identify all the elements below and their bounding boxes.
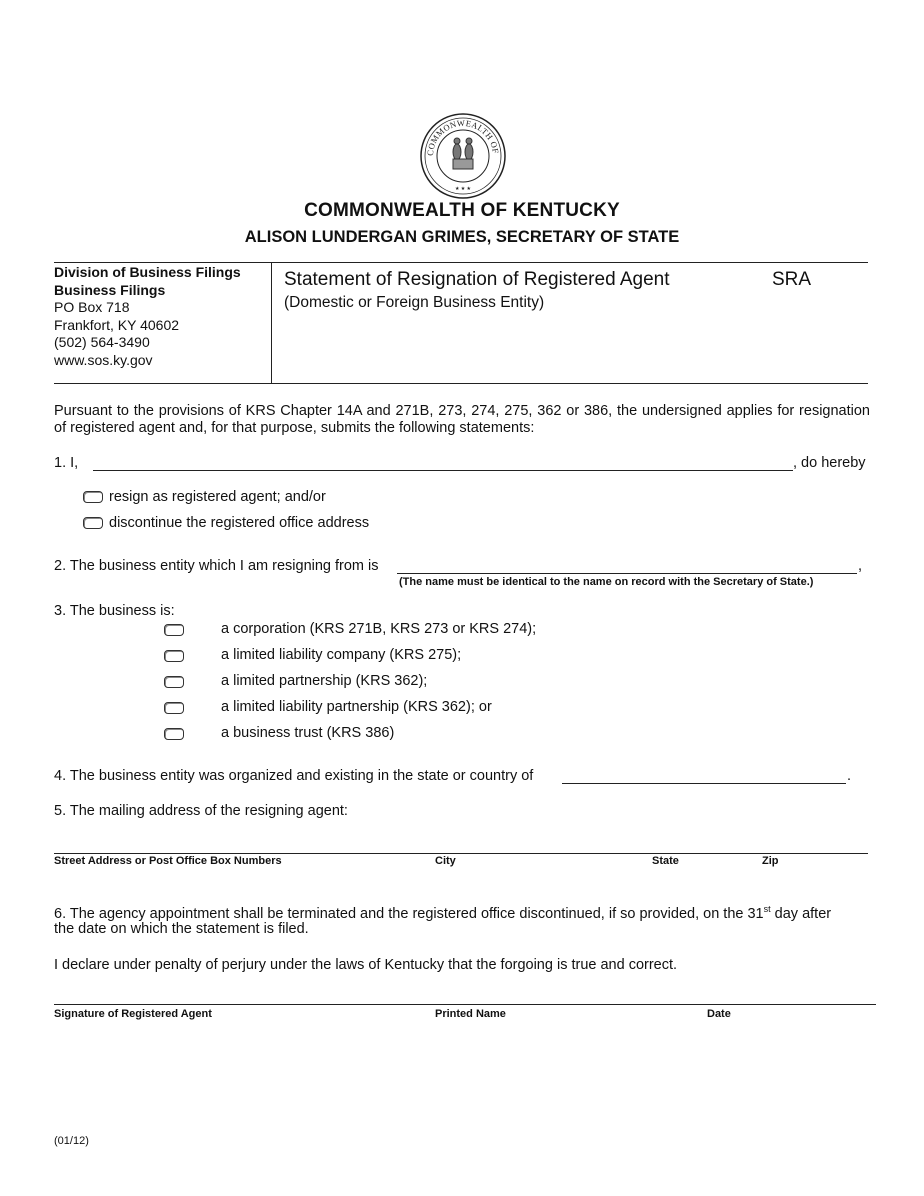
office-city: Frankfort, KY 40602: [54, 316, 180, 333]
date-label: Date: [707, 1008, 731, 1020]
office-dept: Business Filings: [54, 281, 166, 298]
state-country-field[interactable]: [562, 783, 846, 784]
item6-superscript: st: [763, 904, 771, 914]
city-label: City: [435, 855, 456, 867]
state-label: State: [652, 855, 679, 867]
lp-checkbox[interactable]: [164, 676, 184, 688]
signature-field[interactable]: [54, 1004, 876, 1005]
office-phone: (502) 564-3490: [54, 334, 150, 350]
llp-label: a limited liability partnership (KRS 362); or: [221, 699, 492, 715]
signature-label: Signature of Registered Agent: [54, 1008, 212, 1020]
svg-text:★ ★ ★: ★ ★ ★: [455, 187, 471, 192]
form-subtitle: (Domestic or Foreign Business Entity): [284, 294, 545, 311]
item6-line2: the date on which the statement is filed.: [54, 921, 309, 937]
corporation-label: a corporation (KRS 271B, KRS 273 or KRS 274);: [221, 621, 537, 637]
item5-text: 5. The mailing address of the resigning agent:: [54, 803, 348, 819]
llp-checkbox[interactable]: [164, 702, 184, 714]
printed-name-label: Printed Name: [435, 1008, 506, 1020]
revision-code: (01/12): [54, 1135, 89, 1147]
item6-text-a: 6. The agency appointment shall be terminated and the registered office discontinued, if so provided, on the 31: [54, 905, 764, 922]
llc-label: a limited liability company (KRS 275);: [221, 647, 462, 663]
rule-bottom: [54, 383, 868, 384]
corporation-checkbox[interactable]: [164, 624, 184, 636]
discontinue-checkbox[interactable]: [83, 517, 103, 529]
item6-text-b: day after: [770, 905, 832, 922]
entity-name-field[interactable]: [397, 573, 857, 574]
rule-divider: [271, 262, 272, 383]
zip-label: Zip: [762, 855, 779, 867]
office-website: www.sos.ky.gov: [54, 351, 153, 368]
intro-paragraph: Pursuant to the provisions of KRS Chapter 14A and 271B, 273, 274, 275, 362 or 386, the undersigned applies for resignation of registered agent and, for that purpose, submits the following statements:: [54, 403, 870, 436]
seal-text: COMMONWEALTH OF: [424, 117, 501, 157]
mailing-address-field[interactable]: [54, 853, 868, 854]
office-po-box: PO Box 718: [54, 299, 130, 315]
item2-trail: ,: [858, 558, 863, 574]
resign-checkbox[interactable]: [83, 491, 103, 503]
form-title: Statement of Resignation of Registered Agent: [284, 269, 670, 290]
item1-prefix: 1. I,: [54, 455, 79, 471]
header-subtitle: ALISON LUNDERGAN GRIMES, SECRETARY OF STATE: [244, 228, 680, 246]
item3-text: 3. The business is:: [54, 603, 175, 619]
agent-name-field[interactable]: [93, 470, 793, 471]
item4-trail: .: [847, 768, 852, 784]
business-trust-checkbox[interactable]: [164, 728, 184, 740]
street-label: Street Address or Post Office Box Numbers: [54, 855, 282, 867]
header-title: COMMONWEALTH OF KENTUCKY: [304, 200, 620, 221]
llc-checkbox[interactable]: [164, 650, 184, 662]
item1-suffix: , do hereby: [793, 455, 866, 471]
office-division: Division of Business Filings: [54, 264, 241, 280]
form-code: SRA: [772, 269, 812, 290]
item6-line1: [54, 904, 831, 922]
declaration: I declare under penalty of perjury under the laws of Kentucky that the forgoing is true and correct.: [54, 957, 678, 973]
entity-name-note: (The name must be identical to the name on record with the Secretary of State.): [399, 576, 814, 588]
item2-text: 2. The business entity which I am resigning from is: [54, 558, 379, 574]
discontinue-label: discontinue the registered office address: [109, 515, 370, 531]
resign-label: resign as registered agent; and/or: [109, 489, 326, 505]
office-address: [54, 264, 241, 369]
item4-text: 4. The business entity was organized and existing in the state or country of: [54, 768, 534, 784]
kentucky-seal: [419, 112, 507, 200]
lp-label: a limited partnership (KRS 362);: [221, 673, 428, 689]
rule-top: [54, 262, 868, 263]
business-trust-label: a business trust (KRS 386): [221, 725, 395, 741]
